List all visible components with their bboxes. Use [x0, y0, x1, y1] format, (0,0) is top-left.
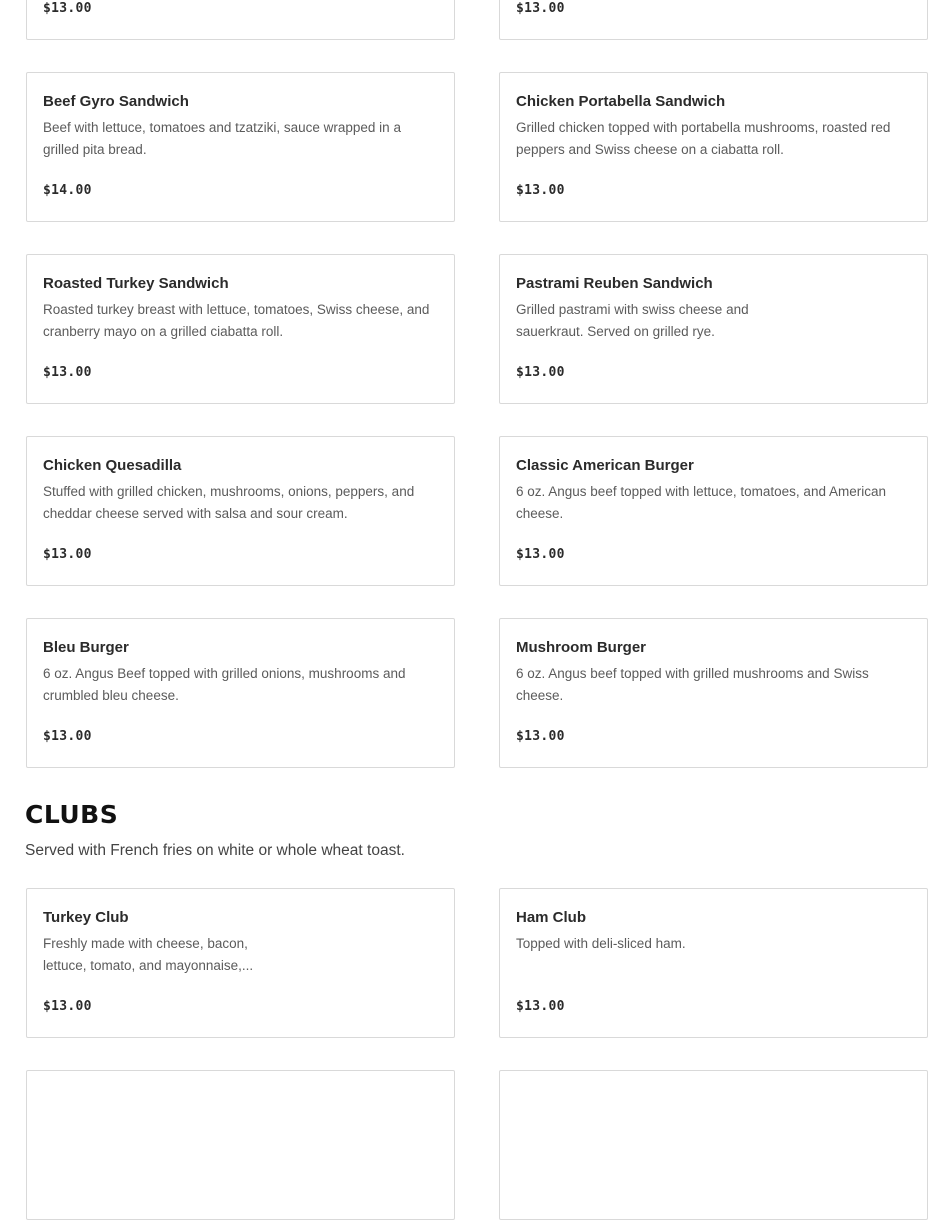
menu-item-price: $13.00 [516, 365, 565, 380]
menu-item-description: 6 oz. Angus beef topped with lettuce, tomatoes, and American cheese. [516, 484, 886, 521]
menu-item-description: Beef with lettuce, tomatoes and tzatziki, sauce wrapped in a grilled pita bread. [43, 120, 401, 157]
menu-item-card-beef-gyro[interactable] [26, 72, 455, 222]
menu-item-card-roasted-turkey[interactable] [26, 254, 455, 404]
menu-item-card[interactable] [499, 1070, 928, 1220]
section-subtitle-clubs: Served with French fries on white or whole wheat toast. [25, 842, 405, 859]
menu-item-card-pastrami-reuben[interactable] [499, 254, 928, 404]
menu-item-name: Beef Gyro Sandwich [43, 93, 189, 110]
menu-item-description: Grilled pastrami with swiss cheese and sauerkraut. Served on grilled rye. [516, 302, 749, 339]
menu-item-description: 6 oz. Angus beef topped with grilled mushrooms and Swiss cheese. [516, 666, 869, 703]
menu-item-description: Stuffed with grilled chicken, mushrooms, onions, peppers, and cheddar cheese served with salsa and sour cream. [43, 484, 415, 521]
menu-item-price: $13.00 [43, 1, 92, 16]
clubs-menu-grid [26, 888, 928, 1220]
menu-item-price: $13.00 [43, 547, 92, 562]
section-title-clubs: CLUBS [25, 800, 119, 829]
menu-item-description: 6 oz. Angus Beef topped with grilled onions, mushrooms and crumbled bleu cheese. [43, 666, 406, 703]
menu-item-price: $13.00 [43, 365, 92, 380]
menu-item-card-chicken-quesadilla[interactable] [26, 436, 455, 586]
menu-item-name: Turkey Club [43, 909, 129, 926]
menu-item-name: Pastrami Reuben Sandwich [516, 275, 713, 292]
menu-item-card-chicken-portabella[interactable] [499, 72, 928, 222]
menu-item-price: $14.00 [43, 183, 92, 198]
menu-item-name: Chicken Quesadilla [43, 457, 182, 474]
menu-item-card-ham-club[interactable] [499, 888, 928, 1038]
menu-item-name: Classic American Burger [516, 457, 694, 474]
menu-item-description: Freshly made with cheese, bacon, lettuce, tomato, and mayonnaise,... [43, 936, 254, 973]
menu-item-description: Grilled chicken topped with portabella mushrooms, roasted red peppers and Swiss cheese on a ciabatta roll. [516, 120, 891, 157]
menu-item-card-bleu-burger[interactable] [26, 618, 455, 768]
menu-item-name: Roasted Turkey Sandwich [43, 275, 229, 292]
menu-item-name: Chicken Portabella Sandwich [516, 93, 726, 110]
menu-item-card-classic-american-burger[interactable] [499, 436, 928, 586]
menu-item-name: Ham Club [516, 909, 587, 926]
menu-item-price: $13.00 [516, 183, 565, 198]
menu-item-price: $13.00 [516, 1, 565, 16]
sandwich-menu-grid [26, 0, 928, 768]
menu-item-description: Roasted turkey breast with lettuce, tomatoes, Swiss cheese, and cranberry mayo on a grilled ciabatta roll. [43, 302, 430, 339]
menu-item-card[interactable] [26, 0, 455, 40]
menu-item-name: Mushroom Burger [516, 639, 647, 656]
menu-item-price: $13.00 [43, 999, 92, 1014]
menu-item-name: Bleu Burger [43, 639, 129, 656]
menu-item-price: $13.00 [516, 999, 565, 1014]
menu-item-card-mushroom-burger[interactable] [499, 618, 928, 768]
menu-item-description: Topped with deli-sliced ham. [516, 936, 686, 951]
menu-item-card[interactable] [499, 0, 928, 40]
menu-item-price: $13.00 [43, 729, 92, 744]
menu-item-price: $13.00 [516, 547, 565, 562]
menu-item-card-turkey-club[interactable] [26, 888, 455, 1038]
menu-item-card[interactable] [26, 1070, 455, 1220]
menu-item-price: $13.00 [516, 729, 565, 744]
